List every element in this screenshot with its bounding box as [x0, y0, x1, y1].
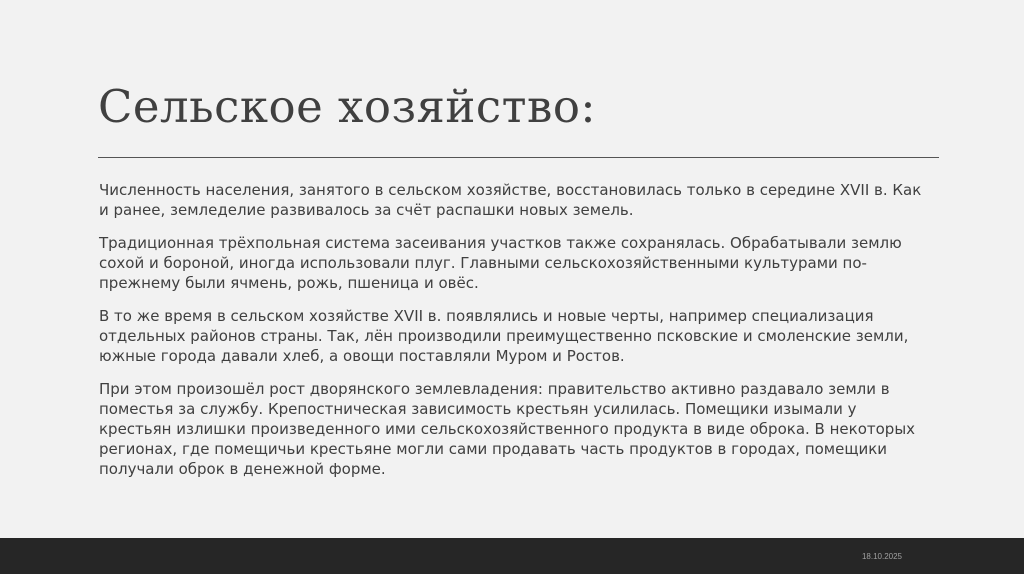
title-divider — [98, 157, 939, 158]
paragraph: В то же время в сельском хозяйстве XVII в. появлялись и новые черты, например специализация отдельных районов страны. Так, лён производили преимущественно псковские и смоленские земли, южные города давали хлеб, а овощи поставляли Муром и Ростов. — [99, 307, 909, 365]
slide-date: 18.10.2025 — [861, 552, 902, 561]
footer-bar — [0, 538, 1024, 574]
paragraph: Традиционная трёхпольная система засеивания участков также сохранялась. Обрабатывали землю сохой и бороной, иногда использовали плуг. Главными сельскохозяйственными культурами по-прежнему были ячмень, рожь, пшеница и овёс. — [99, 234, 902, 292]
slide-title: Сельское хозяйство: — [98, 80, 597, 133]
slide-body — [99, 180, 929, 492]
paragraph: При этом произошёл рост дворянского землевладения: правительство активно раздавало земли в поместья за службу. Крепостническая зависимость крестьян усилилась. Помещики изымали у крестьян излишки произведенного ими сельскохозяйственного продукта в виде оброка. В некоторых регионах, где помещичьи крестьяне могли сами продавать часть продуктов в городах, помещики получали оброк в денежной форме. — [99, 380, 916, 478]
paragraph: Численность населения, занятого в сельском хозяйстве, восстановилась только в середине XVII в. Как и ранее, земледелие развивалось за счёт распашки новых земель. — [99, 181, 922, 219]
